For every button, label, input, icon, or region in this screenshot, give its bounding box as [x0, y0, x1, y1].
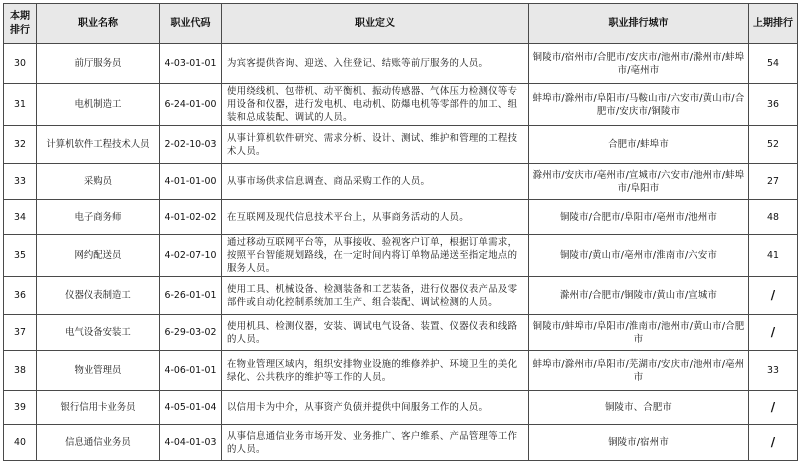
code-cell: 4-03-01-01 — [160, 44, 222, 84]
name-cell: 电气设备安装工 — [37, 315, 160, 351]
table-header-row — [4, 4, 798, 44]
name-cell: 仪器仪表制造工 — [37, 277, 160, 315]
previous-rank-cell: 54 — [749, 44, 798, 84]
name-cell: 电子商务师 — [37, 200, 160, 235]
code-cell: 6-26-01-01 — [160, 277, 222, 315]
header-occupation-definition: 职业定义 — [222, 4, 529, 44]
name-cell: 信息通信业务员 — [37, 425, 160, 461]
rank-cell: 38 — [4, 351, 37, 391]
definition-cell: 通过移动互联网平台等，从事接收、验视客户订单，根据订单需求，按照平台智能规划路线，在一定时间内将订单物品递送至指定地点的服务人员。 — [222, 235, 529, 277]
code-cell: 4-02-07-10 — [160, 235, 222, 277]
code-cell: 6-29-03-02 — [160, 315, 222, 351]
rank-cell: 34 — [4, 200, 37, 235]
name-cell: 银行信用卡业务员 — [37, 391, 160, 425]
cities-cell: 滁州市/合肥市/铜陵市/黄山市/宣城市 — [529, 277, 749, 315]
definition-cell: 在物业管理区域内，组织安排物业设施的维修养护、环境卫生的美化绿化、公共秩序的维护等工作的人员。 — [222, 351, 529, 391]
previous-rank-cell: / — [749, 277, 798, 315]
cities-cell: 铜陵市/合肥市/阜阳市/亳州市/池州市 — [529, 200, 749, 235]
definition-cell: 为宾客提供咨询、迎送、入住登记、结账等前厅服务的人员。 — [222, 44, 529, 84]
table-row — [4, 235, 798, 277]
rank-cell: 35 — [4, 235, 37, 277]
name-cell: 采购员 — [37, 164, 160, 200]
previous-rank-cell: 41 — [749, 235, 798, 277]
cities-cell: 铜陵市、合肥市 — [529, 391, 749, 425]
previous-rank-cell: 36 — [749, 84, 798, 126]
cities-cell: 铜陵市/宿州市 — [529, 425, 749, 461]
table-row — [4, 351, 798, 391]
rank-cell: 40 — [4, 425, 37, 461]
previous-rank-cell: / — [749, 425, 798, 461]
name-cell: 电机制造工 — [37, 84, 160, 126]
rank-cell: 33 — [4, 164, 37, 200]
rank-cell: 31 — [4, 84, 37, 126]
definition-cell: 使用工具、机械设备、检测装备和工艺装备，进行仪器仪表产品及零部件或自动化控制系统加工生产、组合装配、调试检测的人员。 — [222, 277, 529, 315]
code-cell: 4-01-01-00 — [160, 164, 222, 200]
table-row — [4, 44, 798, 84]
code-cell: 4-06-01-01 — [160, 351, 222, 391]
rank-cell: 32 — [4, 126, 37, 164]
header-occupation-name: 职业名称 — [37, 4, 160, 44]
table-row — [4, 84, 798, 126]
previous-rank-cell: 33 — [749, 351, 798, 391]
previous-rank-cell: 48 — [749, 200, 798, 235]
rank-cell: 37 — [4, 315, 37, 351]
name-cell: 前厅服务员 — [37, 44, 160, 84]
table-row — [4, 425, 798, 461]
cities-cell: 铜陵市/黄山市/亳州市/淮南市/六安市 — [529, 235, 749, 277]
rank-cell: 36 — [4, 277, 37, 315]
name-cell: 物业管理员 — [37, 351, 160, 391]
table-row — [4, 200, 798, 235]
cities-cell: 合肥市/蚌埠市 — [529, 126, 749, 164]
previous-rank-cell: 27 — [749, 164, 798, 200]
cities-cell: 蚌埠市/滁州市/阜阳市/芜湖市/安庆市/池州市/亳州市 — [529, 351, 749, 391]
table-row — [4, 315, 798, 351]
definition-cell: 从事计算机软件研究、需求分析、设计、测试、维护和管理的工程技术人员。 — [222, 126, 529, 164]
code-cell: 4-01-02-02 — [160, 200, 222, 235]
code-cell: 6-24-01-00 — [160, 84, 222, 126]
definition-cell: 从事信息通信业务市场开发、业务推广、客户维系、产品管理等工作的人员。 — [222, 425, 529, 461]
definition-cell: 使用机具、检测仪器，安装、调试电气设备、装置、仪器仪表和线路的人员。 — [222, 315, 529, 351]
table-row — [4, 277, 798, 315]
previous-rank-cell: 52 — [749, 126, 798, 164]
header-current-rank: 本期排行 — [4, 4, 37, 44]
previous-rank-cell: / — [749, 391, 798, 425]
definition-cell: 在互联网及现代信息技术平台上，从事商务活动的人员。 — [222, 200, 529, 235]
previous-rank-cell: / — [749, 315, 798, 351]
rank-cell: 30 — [4, 44, 37, 84]
table-row — [4, 164, 798, 200]
cities-cell: 蚌埠市/滁州市/阜阳市/马鞍山市/六安市/黄山市/合肥市/安庆市/铜陵市 — [529, 84, 749, 126]
code-cell: 2-02-10-03 — [160, 126, 222, 164]
header-ranking-cities: 职业排行城市 — [529, 4, 749, 44]
cities-cell: 铜陵市/宿州市/合肥市/安庆市/池州市/滁州市/蚌埠市/亳州市 — [529, 44, 749, 84]
header-occupation-code: 职业代码 — [160, 4, 222, 44]
header-previous-rank: 上期排行 — [749, 4, 798, 44]
definition-cell: 从事市场供求信息调查、商品采购工作的人员。 — [222, 164, 529, 200]
code-cell: 4-05-01-04 — [160, 391, 222, 425]
cities-cell: 滁州市/安庆市/亳州市/宣城市/六安市/池州市/蚌埠市/阜阳市 — [529, 164, 749, 200]
definition-cell: 使用绕线机、包带机、动平衡机、振动传感器、气体压力检测仪等专用设备和仪器，进行发电机、电动机、防爆电机等零部件的加工、组装和总成装配、调试的人员。 — [222, 84, 529, 126]
table-row — [4, 391, 798, 425]
cities-cell: 铜陵市/蚌埠市/阜阳市/淮南市/池州市/黄山市/合肥市 — [529, 315, 749, 351]
name-cell: 计算机软件工程技术人员 — [37, 126, 160, 164]
code-cell: 4-04-01-03 — [160, 425, 222, 461]
occupation-ranking-table — [3, 3, 798, 461]
name-cell: 网约配送员 — [37, 235, 160, 277]
rank-cell: 39 — [4, 391, 37, 425]
definition-cell: 以信用卡为中介，从事资产负债并提供中间服务工作的人员。 — [222, 391, 529, 425]
table-row — [4, 126, 798, 164]
